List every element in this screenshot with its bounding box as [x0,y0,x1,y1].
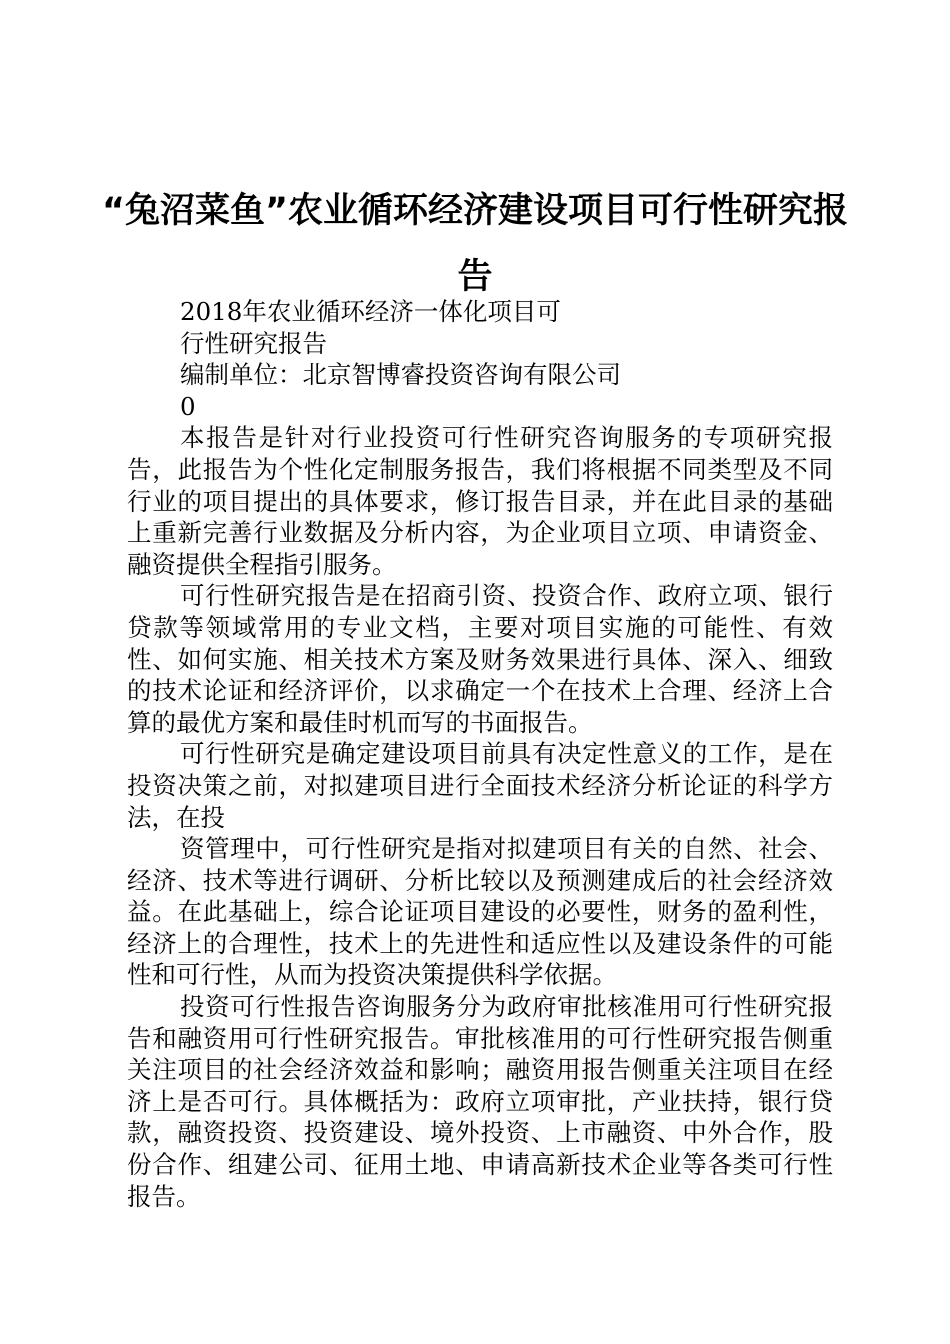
paragraph-service-types: 投资可行性报告咨询服务分为政府审批核准用可行性研究报告和融资用可行性研究报告。审批核准用的可行性研究报告侧重关注项目的社会经济效益和影响；融资用报告侧重关注项目在经济上是否可行。具体概括为：政府立项审批，产业扶持，银行贷款，融资投资、投资建设、境外投资、上市融资、中外合作，股份合作、组建公司、征用土地、申请高新技术企业等各类可行性报告。 [127,992,833,1211]
paragraph-investment-management: 资管理中，可行性研究是指对拟建项目有关的自然、社会、经济、技术等进行调研、分析比较以及预测建成后的社会经济效益。在此基础上，综合论证项目建设的必要性，财务的盈利性，经济上的合理性，技术上的先进性和适应性以及建设条件的可能性和可行性，从而为投资决策提供科学依据。 [127,834,833,990]
paragraph-intro: 本报告是针对行业投资可行性研究咨询服务的专项研究报告，此报告为个性化定制服务报告，我们将根据不同类型及不同行业的项目提出的具体要求，修订报告目录，并在此目录的基础上重新完善行业数据及分析内容，为企业项目立项、申请资金、融资提供全程指引服务。 [127,423,833,579]
paragraph-decision-importance: 可行性研究是确定建设项目前具有决定性意义的工作，是在投资决策之前，对拟建项目进行全面技术经济分析论证的科学方法，在投 [127,739,833,832]
compiling-unit-line: 编制单位：北京智博睿投资咨询有限公司 [180,360,621,390]
paragraph-feasibility-definition: 可行性研究报告是在招商引资、投资合作、政府立项、银行贷款等领域常用的专业文档，主要对项目实施的可能性、有效性、如何实施、相关技术方案及财务效果进行具体、深入、细致的技术论证和经济评价，以求确定一个在技术上合理、经济上合算的最优方案和最佳时机而写的书面报告。 [127,581,833,737]
report-name-line-2: 行性研究报告 [180,328,327,358]
document-title: “兔沼菜鱼”农业循环经济建设项目可行性研究报告 [101,191,848,297]
report-name-line-1: 2018年农业循环经济一体化项目可 [180,297,561,326]
document-body [127,296,833,1212]
number-line: 0 [180,391,196,421]
